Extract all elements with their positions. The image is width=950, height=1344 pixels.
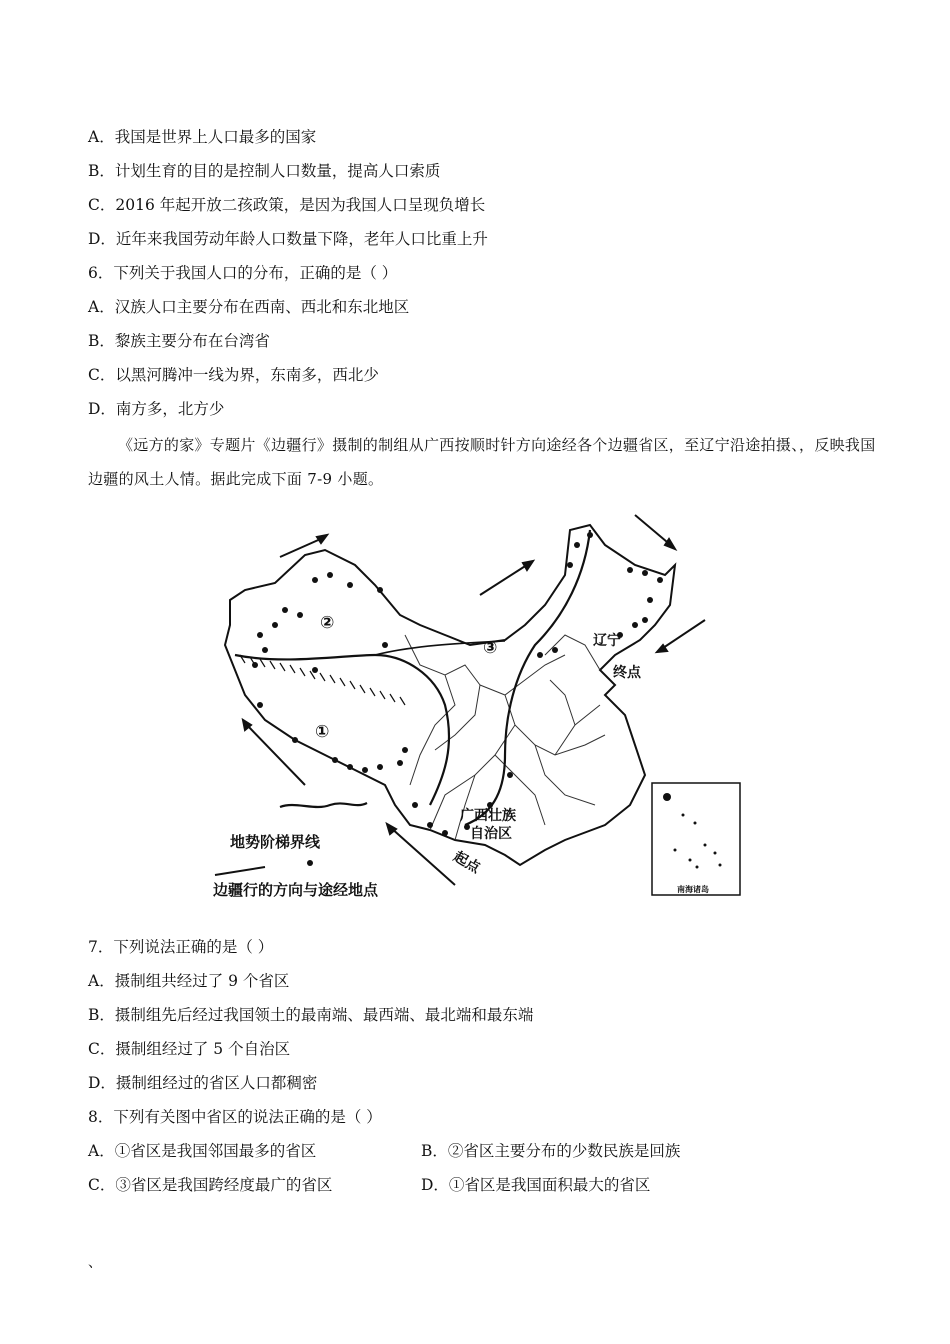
- q6-option-c: C．以黑河腾冲一线为界，东南多，西北少: [88, 366, 379, 384]
- q5-option-c: C．2016 年起开放二孩政策，是因为我国人口呈现负增长: [88, 196, 486, 214]
- passage-line-1: 《远方的家》专题片《边疆行》摄制的制组从广西按顺时针方向途经各个边疆省区，至辽宁沿途拍摄、，: [118, 436, 815, 454]
- route-dots: [252, 532, 663, 836]
- q5-option-a: A．我国是世界上人口最多的国家: [88, 128, 317, 146]
- q7-option-a: A．摄制组共经过了 9 个省区: [88, 972, 290, 990]
- q6-option-d: D．南方多，北方少: [88, 400, 225, 418]
- q7-option-c: C．摄制组经过了 5 个自治区: [88, 1040, 291, 1058]
- guangxi-label-1: 广西壮族: [460, 808, 516, 824]
- china-border-route-map: [205, 505, 745, 900]
- terrain-step-line-2: [465, 530, 590, 825]
- q6-option-b: B．黎族主要分布在台湾省: [88, 332, 270, 350]
- legend-arrow-symbol: [215, 867, 265, 875]
- q8-stem: 8．下列有关图中省区的说法正确的是（ ）: [88, 1108, 382, 1126]
- inset-label: 南海诸岛: [677, 885, 709, 894]
- q7-stem: 7．下列说法正确的是（ ）: [88, 938, 274, 956]
- terrain-step-line-1: [235, 655, 449, 805]
- q8-option-d: D．①省区是我国面积最大的省区: [421, 1176, 651, 1194]
- legend-line-symbol: [280, 803, 367, 807]
- start-point-label: 起点: [450, 848, 483, 877]
- region-3-label: ③: [483, 638, 498, 658]
- q5-option-d: D．近年来我国劳动年龄人口数量下降，老年人口比重上升: [88, 230, 488, 248]
- legend-route-label: 边疆行的方向与途经地点: [213, 881, 379, 899]
- end-point-label: 终点: [613, 665, 641, 681]
- mountain-hatch: [240, 655, 405, 705]
- q8-option-b: B．②省区主要分布的少数民族是回族: [421, 1142, 681, 1160]
- q6-stem: 6．下列关于我国人口的分布，正确的是（ ）: [88, 264, 398, 282]
- footer-mark: 、: [88, 1255, 102, 1271]
- liaoning-label: 辽宁: [593, 633, 621, 649]
- legend-dot-symbol: [307, 860, 313, 866]
- region-1-label: ①: [315, 722, 330, 742]
- region-2-label: ②: [320, 613, 335, 633]
- q5-option-b: B．计划生育的目的是控制人口数量，提高人口索质: [88, 162, 441, 180]
- passage-line-2: 反映我国边疆的风土人情。据此完成下面 7-9 小题。: [88, 436, 876, 488]
- china-outline: [225, 525, 675, 865]
- q7-option-b: B．摄制组先后经过我国领土的最南端、最西端、最北端和最东端: [88, 1006, 534, 1024]
- q8-option-c: C．③省区是我国跨经度最广的省区: [88, 1176, 333, 1194]
- q7-option-d: D．摄制组经过的省区人口都稠密: [88, 1074, 318, 1092]
- guangxi-label-2: 自治区: [470, 826, 512, 842]
- passage: [88, 428, 878, 496]
- q6-option-a: A．汉族人口主要分布在西南、西北和东北地区: [88, 298, 410, 316]
- legend-step-line-label: 地势阶梯界线: [230, 833, 321, 851]
- q8-option-a: A．①省区是我国邻国最多的省区: [88, 1142, 317, 1160]
